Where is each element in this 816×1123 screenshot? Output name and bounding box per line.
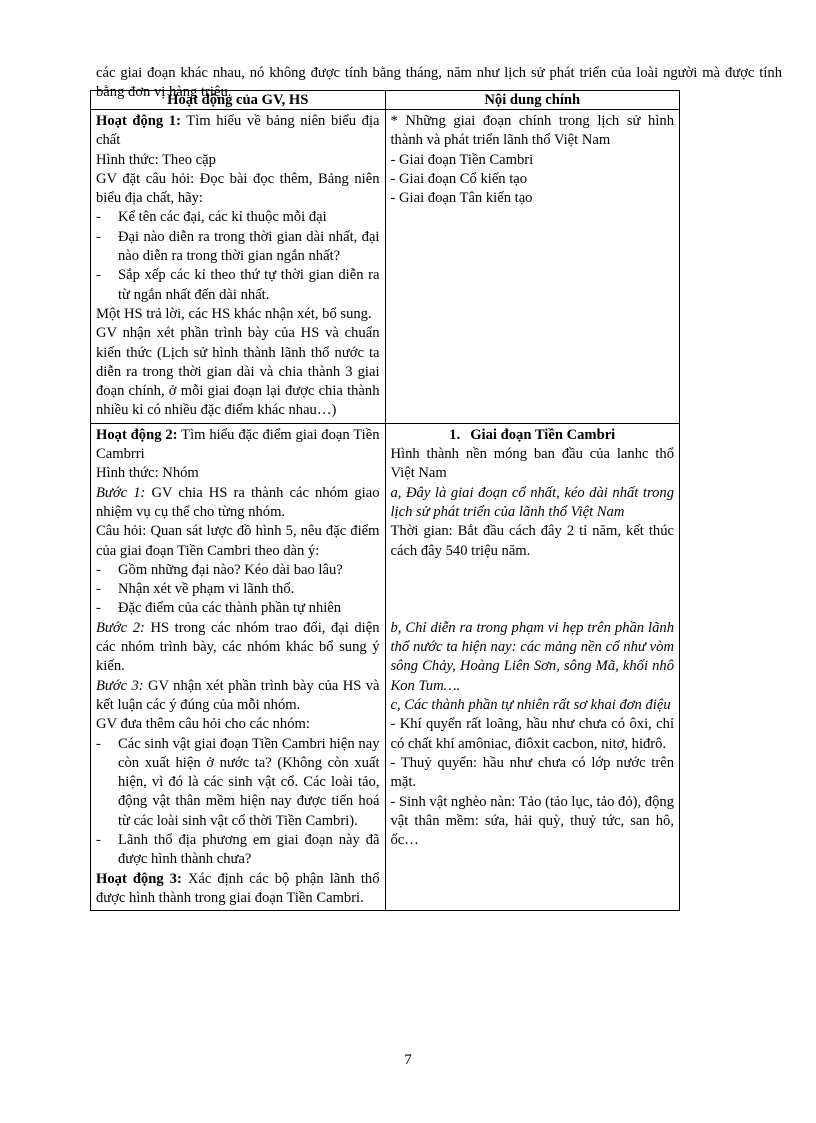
activity-1-label: Hoạt động 1:	[96, 113, 181, 129]
activity-1-comment: GV nhận xét phần trình bày của HS và chuẩn kiến thức (Lịch sử hình thành lãnh thổ nước ta diễn ra trong thời gian dài và chia thành 3 giai đoạn chính, ở mỗi giai đoạn lại được chia thành nhiều kỉ có nhiều đặc điểm khác nhau…)	[96, 325, 380, 419]
activity-3-title	[96, 870, 380, 909]
list-item: - Các sinh vật giai đoạn Tiền Cambri hiện nay còn xuất hiện ở nước ta? (Không còn xuất hiện, vì đó là các sinh vật cổ. Các loài tảo, động vật thân mềm hiện nay được tiến hoá từ các loài sinh vật cổ thời Tiền Cambri).	[96, 735, 380, 829]
table-row	[91, 110, 680, 424]
header-activities: Hoạt động của GV, HS	[91, 91, 386, 110]
activity-3-text: Xác định các bộ phận lãnh thổ được hình thành trong giai đoạn Tiền Cambri.	[96, 870, 380, 906]
list-item: - Khí quyển rất loãng, hầu như chưa có ôxi, chỉ có chất khí amôniac, điôxit cacbon, nitơ, hiđrô.	[390, 716, 674, 752]
activity-2-label: Hoạt động 2:	[96, 426, 178, 443]
activity-2-question: Câu hỏi: Quan sát lược đồ hình 5, nêu đặc điểm của giai đoạn Tiền Cambri theo dàn ý:	[96, 523, 380, 559]
list-item: - Giai đoạn Cổ kiến tạo	[390, 170, 528, 187]
activity-2-cell	[91, 423, 386, 910]
list-item: - Nhận xét về phạm vi lãnh thổ.	[96, 581, 295, 598]
activity-2-text: Tìm hiểu đặc điểm giai đoạn Tiền Cambrri	[96, 426, 380, 463]
step-3: Bước 3: GV nhận xét phần trình bày của HS và kết luận các ý đúng của mỗi nhóm.	[96, 677, 380, 713]
activity-2-title	[96, 426, 380, 465]
list-item: - Giai đoạn Tân kiến tạo	[390, 190, 533, 207]
step-2: Bước 2: HS trong các nhóm trao đổi, đại diện các nhóm trình bày, các nhóm khác bổ sung ý kiến.	[96, 619, 380, 675]
intro-paragraph: các giai đoạn khác nhau, nó không được tính bằng tháng, năm như lịch sử phát triển của loài người mà được tính bằng đơn vị hàng triệu.	[96, 64, 782, 100]
activity-3-label: Hoạt động 3:	[96, 870, 182, 887]
table-header-row	[91, 91, 680, 110]
list-item: - Đại nào diễn ra trong thời gian dài nhất, đại nào diễn ra trong thời gian ngắn nhất?	[96, 228, 380, 265]
header-main-content: Nội dung chính	[385, 91, 680, 110]
list-item: - Thuỷ quyển: hầu như chưa có lớp nước trên mặt.	[390, 754, 674, 791]
list-item: - Sắp xếp các kỉ theo thứ tự thời gian diễn ra từ ngắn nhất đến dài nhất.	[96, 267, 380, 303]
activity-1-title	[96, 112, 380, 151]
spacer	[391, 561, 675, 619]
activity-2-form: Hình thức: Nhóm	[96, 465, 199, 482]
activity-1-cell	[91, 110, 386, 424]
point-c: c, Các thành phần tự nhiên rất sơ khai đơn điệu	[390, 697, 671, 714]
activity-1-answer: Một HS trả lời, các HS khác nhận xét, bổ sung.	[96, 305, 372, 322]
list-item: - Sinh vật nghèo nàn: Tảo (tảo lục, tảo đỏ), động vật thân mềm: sứa, hải quỳ, thuỷ tức, san hô, ốc…	[390, 793, 674, 849]
content-2-cell	[385, 423, 680, 910]
activity-1-text: Tìm hiểu về bảng niên biểu địa chất	[96, 113, 380, 149]
list-item: - Đặc điểm của các thành phần tự nhiên	[96, 600, 342, 617]
activity-1-form: Hình thức: Theo cặp	[96, 151, 216, 168]
section-intro: Hình thành nền móng ban đầu của lanhc thổ Việt Nam	[390, 446, 674, 482]
list-item: - Giai đoạn Tiền Cambri	[390, 151, 534, 168]
extra-questions-intro: GV đưa thêm câu hỏi cho các nhóm:	[96, 716, 310, 733]
lesson-table	[90, 90, 680, 911]
activity-1-question: GV đặt câu hỏi: Đọc bài đọc thêm, Bảng niên biểu địa chất, hãy:	[96, 170, 380, 207]
list-item: - Lãnh thổ địa phương em giai đoạn này đã được hình thành chưa?	[96, 831, 380, 868]
list-item: - Gồm những đại nào? Kéo dài bao lâu?	[96, 561, 343, 578]
table-row	[91, 423, 680, 910]
section-heading: 1. Giai đoạn Tiền Cambri	[449, 426, 616, 443]
list-item: - Kể tên các đại, các kỉ thuộc mỗi đại	[96, 209, 327, 226]
point-b: b, Chỉ diễn ra trong phạm vi hẹp trên phần lãnh thổ nước ta hiện nay: các mảng nền cổ như vòm sông Chảy, Hoàng Liên Sơn, sông Mã, khối nhô Kon Tum….	[390, 619, 674, 694]
content-1-title: * Những giai đoạn chính trong lịch sử hình thành và phát triển lãnh thổ Việt Nam	[390, 113, 674, 149]
page-number: 7	[404, 1052, 412, 1068]
step-1: Bước 1: GV chia HS ra thành các nhóm giao nhiệm vụ cụ thể cho từng nhóm.	[96, 484, 380, 520]
content-1-cell	[385, 110, 680, 424]
time-range: Thời gian: Bắt đầu cách đây 2 tỉ năm, kết thúc cách đây 540 triệu năm.	[390, 523, 674, 559]
point-a: a, Đây là giai đoạn cổ nhất, kéo dài nhất trong lịch sử phát triển của lãnh thổ Việt Nam	[390, 484, 674, 520]
